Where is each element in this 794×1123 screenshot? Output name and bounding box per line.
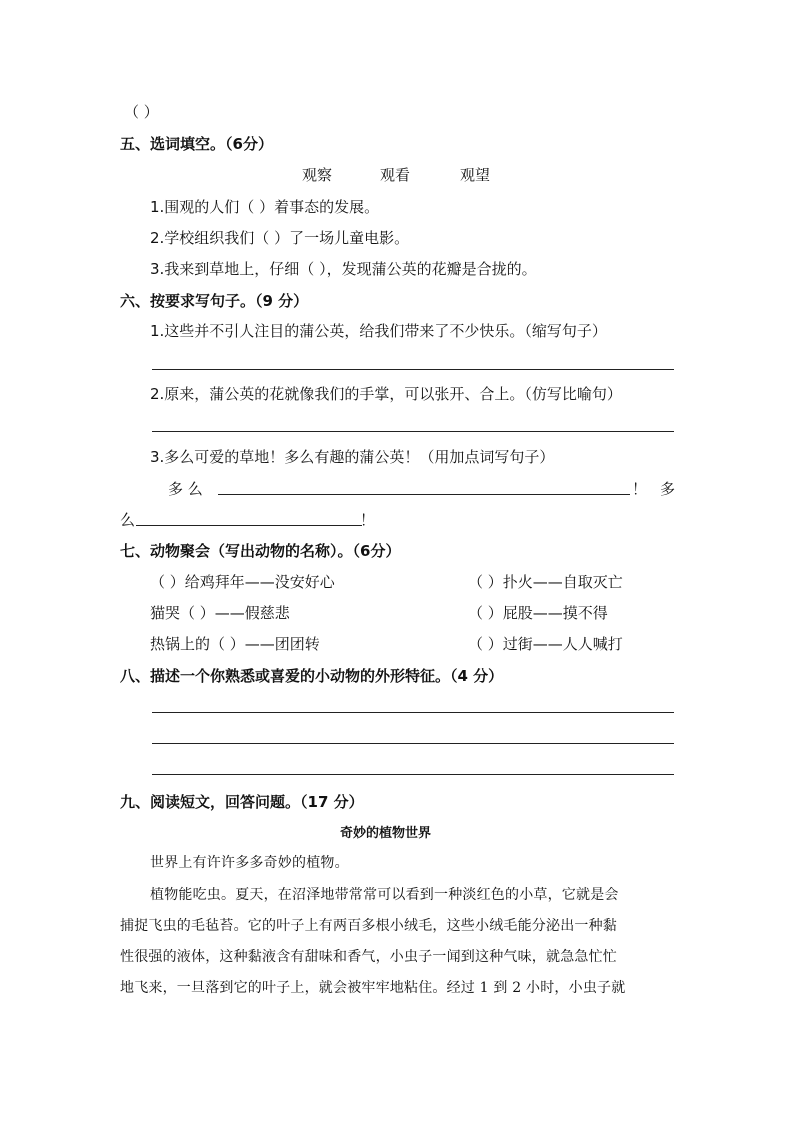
- question-item: 2.原来，蒲公英的花就像我们的手掌，可以张开、合上。（仿写比喻句）: [150, 385, 622, 403]
- idiom-left: 猫哭（ ）——假慈悲: [150, 604, 290, 622]
- idiom-right: （ ）过街——人人喊打: [468, 635, 623, 653]
- section-5-heading: 五、选词填空。（6分）: [120, 135, 273, 153]
- answer-line[interactable]: [152, 743, 674, 744]
- answer-line[interactable]: [136, 525, 362, 526]
- word-option: 观察: [302, 166, 333, 184]
- sentence-prefix: 么: [120, 511, 136, 529]
- section-8-heading: 八、描述一个你熟悉或喜爱的小动物的外形特征。（4 分）: [120, 667, 504, 685]
- question-item: 1.围观的人们（ ）着事态的发展。: [150, 198, 380, 216]
- answer-paren: （ ）: [124, 103, 159, 121]
- question-item: 2.学校组织我们（ ）了一场儿童电影。: [150, 229, 410, 247]
- passage-line: 性很强的液体，这种黏液含有甜味和香气，小虫子一闻到这种气味，就急急忙忙: [120, 949, 617, 965]
- idiom-left: 热锅上的（ ）——团团转: [150, 635, 320, 653]
- section-9-heading: 九、阅读短文，回答问题。（17 分）: [120, 793, 364, 811]
- passage-line: 捕捉飞虫的毛毡苔。它的叶子上有两百多根小绒毛，这些小绒毛能分泌出一种黏: [120, 918, 617, 934]
- answer-line[interactable]: [152, 431, 674, 432]
- passage-line: 植物能吃虫。夏天，在沼泽地带常常可以看到一种淡红色的小草，它就是会: [150, 887, 619, 903]
- section-7-heading: 七、动物聚会（写出动物的名称）。（6分）: [120, 542, 401, 560]
- answer-line[interactable]: [152, 369, 674, 370]
- answer-line[interactable]: [152, 774, 674, 775]
- answer-line[interactable]: [152, 712, 674, 713]
- word-option: 观看: [380, 166, 411, 184]
- question-item: 1.这些并不引人注目的蒲公英，给我们带来了不少快乐。（缩写句子）: [150, 322, 607, 340]
- question-item: 3.我来到草地上，仔细（ ），发现蒲公英的花瓣是合拢的。: [150, 260, 537, 278]
- passage-title: 奇妙的植物世界: [340, 826, 432, 841]
- word-option: 观望: [460, 166, 491, 184]
- section-6-heading: 六、按要求写句子。（9 分）: [120, 292, 309, 310]
- sentence-prefix: 多: [660, 480, 676, 498]
- question-item: 3.多么可爱的草地！多么有趣的蒲公英！（用加点词写句子）: [150, 448, 555, 466]
- passage-line: 地飞来，一旦落到它的叶子上，就会被牢牢地粘住。经过 1 到 2 小时，小虫子就: [120, 980, 626, 996]
- idiom-right: （ ）扑火——自取灭亡: [468, 573, 623, 591]
- answer-line[interactable]: [218, 494, 630, 495]
- idiom-right: （ ）屁股——摸不得: [468, 604, 608, 622]
- sentence-prefix: 多 么: [168, 480, 203, 498]
- passage-line: 世界上有许许多多奇妙的植物。: [150, 855, 349, 871]
- idiom-left: （ ）给鸡拜年——没安好心: [150, 573, 335, 591]
- exclamation: ！: [360, 511, 376, 529]
- exclamation: ！: [632, 480, 648, 498]
